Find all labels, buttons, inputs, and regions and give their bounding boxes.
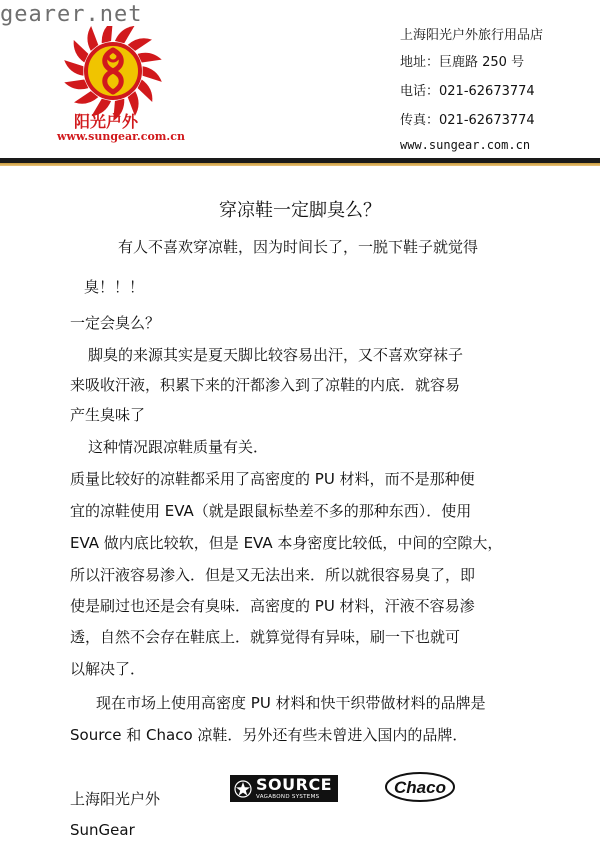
article-line: 透，自然不会存在鞋底上．就算觉得有异味，刷一下也就可 (70, 628, 461, 646)
article-line: 脚臭的来源其实是夏天脚比较容易出汗，又不喜欢穿袜子 (88, 346, 464, 364)
chaco-brand-name: Chaco (394, 778, 446, 797)
sun-ray (115, 26, 135, 43)
store-fax: 传真：021-62673774 (400, 113, 535, 128)
store-phone: 电话：021-62673774 (400, 84, 535, 99)
article-line: 有人不喜欢穿凉鞋，因为时间长了，一脱下鞋子就觉得 (118, 238, 479, 256)
source-brand-name: SOURCE (256, 774, 333, 794)
article-line: 所以汗液容易渗入．但是又无法出来．所以就很容易臭了，即 (70, 566, 476, 584)
article-line: 质量比较好的凉鞋都采用了高密度的 PU 材料，而不是那种便 (70, 470, 475, 488)
header-divider (0, 158, 600, 166)
sun-ray (138, 80, 153, 102)
article-line: 使是刷过也还是会有臭味．高密度的 PU 材料，汗液不容易渗 (70, 597, 475, 615)
article-line: 以解决了． (70, 660, 146, 678)
sun-ray (143, 66, 162, 82)
article-line: 现在市场上使用高密度 PU 材料和快干织带做材料的品牌是 (96, 694, 486, 712)
source-brand-logo (230, 775, 338, 802)
article-line: 臭！！！ (84, 278, 145, 296)
logo-brand-name: 阳光户外 (74, 112, 139, 131)
article-line: EVA 做内底比较软，但是 EVA 本身密度比较低，中间的空隙大， (70, 534, 503, 552)
sun-ray (102, 26, 113, 43)
watermark-text: gearer.net (0, 2, 143, 27)
article-line: 一定会臭么？ (70, 314, 161, 332)
source-star-icon (233, 779, 253, 799)
article-line: Source 和 Chaco 凉鞋．另外还有些未曾进入国内的品牌． (70, 726, 468, 744)
sun-ray (138, 53, 162, 63)
article-line: 来吸收汗液，积累下来的汗都渗入到了凉鞋的内底．就容易 (70, 376, 461, 394)
logo-url: www.sungear.com.cn (57, 130, 185, 143)
chaco-brand-logo (384, 771, 456, 803)
article-line: 这种情况跟凉鞋质量有关． (88, 438, 269, 456)
sun-ray (64, 60, 83, 76)
store-website[interactable]: www.sungear.com.cn (400, 138, 531, 152)
source-brand-tagline: VAGABOND SYSTEMS (256, 793, 320, 800)
sun-ray (74, 40, 89, 62)
article-title: 穿凉鞋一定脚臭么？ (219, 200, 381, 221)
article-line: 宜的凉鞋使用 EVA（就是跟鼠标垫差不多的那种东西）．使用 (70, 502, 472, 520)
article-line: 产生臭味了 (70, 406, 146, 424)
sun-ray (64, 80, 88, 90)
store-name: 上海阳光户外旅行用品店 (400, 28, 544, 43)
signature-cn: 上海阳光户外 (70, 790, 161, 808)
signature-en: SunGear (70, 821, 135, 839)
store-address: 地址：巨鹿路 250 号 (400, 55, 525, 70)
